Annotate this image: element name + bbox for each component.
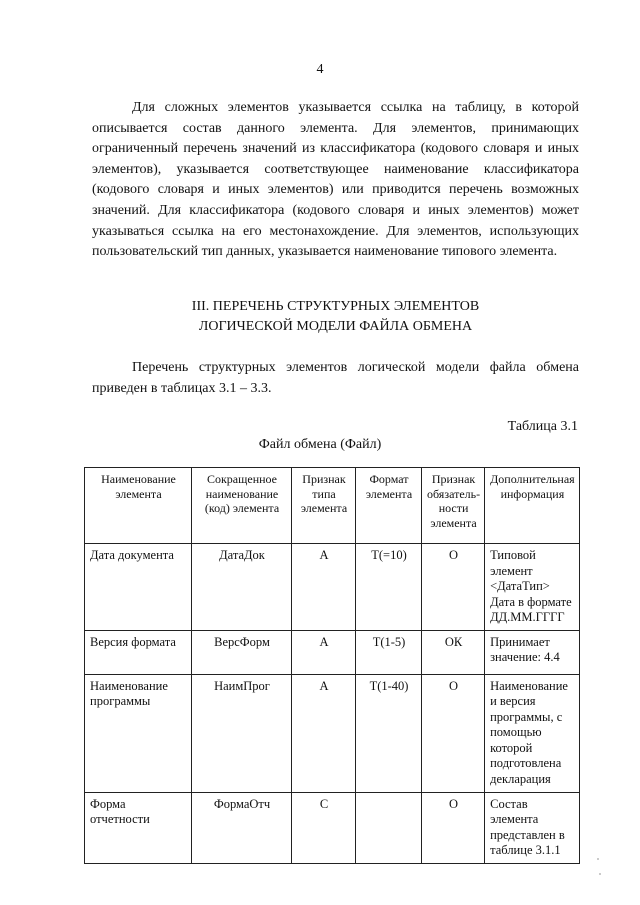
cell-type: С	[292, 792, 356, 863]
intro-paragraph: Для сложных элементов указывается ссылка на таблицу, в которой описывается состав данного элемента. Для элементов, принимающих ограниченный перечень значений из классификатора (кодового словаря и иных элементов), указывается соответствующее наименование классификатора (кодового словаря и иных элементов) или приводится перечень возможных значений. Для классификатора (кодового словаря и иных элементов) может указываться ссылка на его местонахождение. Для элементов, использующих пользовательский тип данных, указывается наименование типового элемента.	[92, 100, 579, 260]
section-paragraph: Перечень структурных элементов логической модели файла обмена приведен в таблицах 3.1 – 3.3.	[92, 360, 579, 396]
table-row	[85, 630, 580, 674]
table-row	[85, 674, 580, 792]
table-header-row	[85, 468, 580, 544]
page-number: 4	[316, 62, 324, 77]
cell-format	[356, 792, 422, 863]
table-row	[85, 544, 580, 631]
table-title: Файл обмена (Файл)	[258, 437, 382, 452]
cell-format: Т(1-40)	[356, 674, 422, 792]
table-label: Таблица 3.1	[507, 419, 578, 434]
cell-code: ДатаДок	[192, 544, 292, 631]
cell-info: Принимает значение: 4.4	[485, 630, 580, 674]
cell-name: Дата документа	[85, 544, 192, 631]
cell-type: А	[292, 674, 356, 792]
header-element-code: Сокращенное наименование (код) элемента	[192, 468, 292, 544]
cell-name: Форма отчетности	[85, 792, 192, 863]
cell-code: ФормаОтч	[192, 792, 292, 863]
table-row	[85, 792, 580, 863]
scan-speck	[599, 873, 601, 875]
cell-required: О	[422, 792, 485, 863]
cell-name: Наименование программы	[85, 674, 192, 792]
cell-format: Т(=10)	[356, 544, 422, 631]
scan-speck	[597, 858, 599, 860]
cell-info: Типовой элемент <ДатаТип> Дата в формате ДД.ММ.ГГГГ	[485, 544, 580, 631]
cell-code: ВерсФорм	[192, 630, 292, 674]
cell-format: Т(1-5)	[356, 630, 422, 674]
elements-table	[84, 467, 580, 864]
cell-info: Состав элемента представлен в таблице 3.1.1	[485, 792, 580, 863]
cell-name: Версия формата	[85, 630, 192, 674]
section-heading-line-2: ЛОГИЧЕСКОЙ МОДЕЛИ ФАЙЛА ОБМЕНА	[198, 319, 473, 334]
cell-type: А	[292, 630, 356, 674]
cell-code: НаимПрог	[192, 674, 292, 792]
header-element-name: Наименование элемента	[85, 468, 192, 544]
cell-info: Наименование и версия программы, с помощью которой подготовлена декларация	[485, 674, 580, 792]
header-element-format: Формат элемента	[356, 468, 422, 544]
section-heading	[92, 297, 579, 337]
cell-type: А	[292, 544, 356, 631]
section-heading-line-1: III. ПЕРЕЧЕНЬ СТРУКТУРНЫХ ЭЛЕМЕНТОВ	[191, 299, 480, 314]
cell-required: О	[422, 544, 485, 631]
header-additional-info: Дополнительная информация	[485, 468, 580, 544]
header-element-required: Признак обязатель-ности элемента	[422, 468, 485, 544]
cell-required: ОК	[422, 630, 485, 674]
cell-required: О	[422, 674, 485, 792]
header-element-type: Признак типа элемента	[292, 468, 356, 544]
